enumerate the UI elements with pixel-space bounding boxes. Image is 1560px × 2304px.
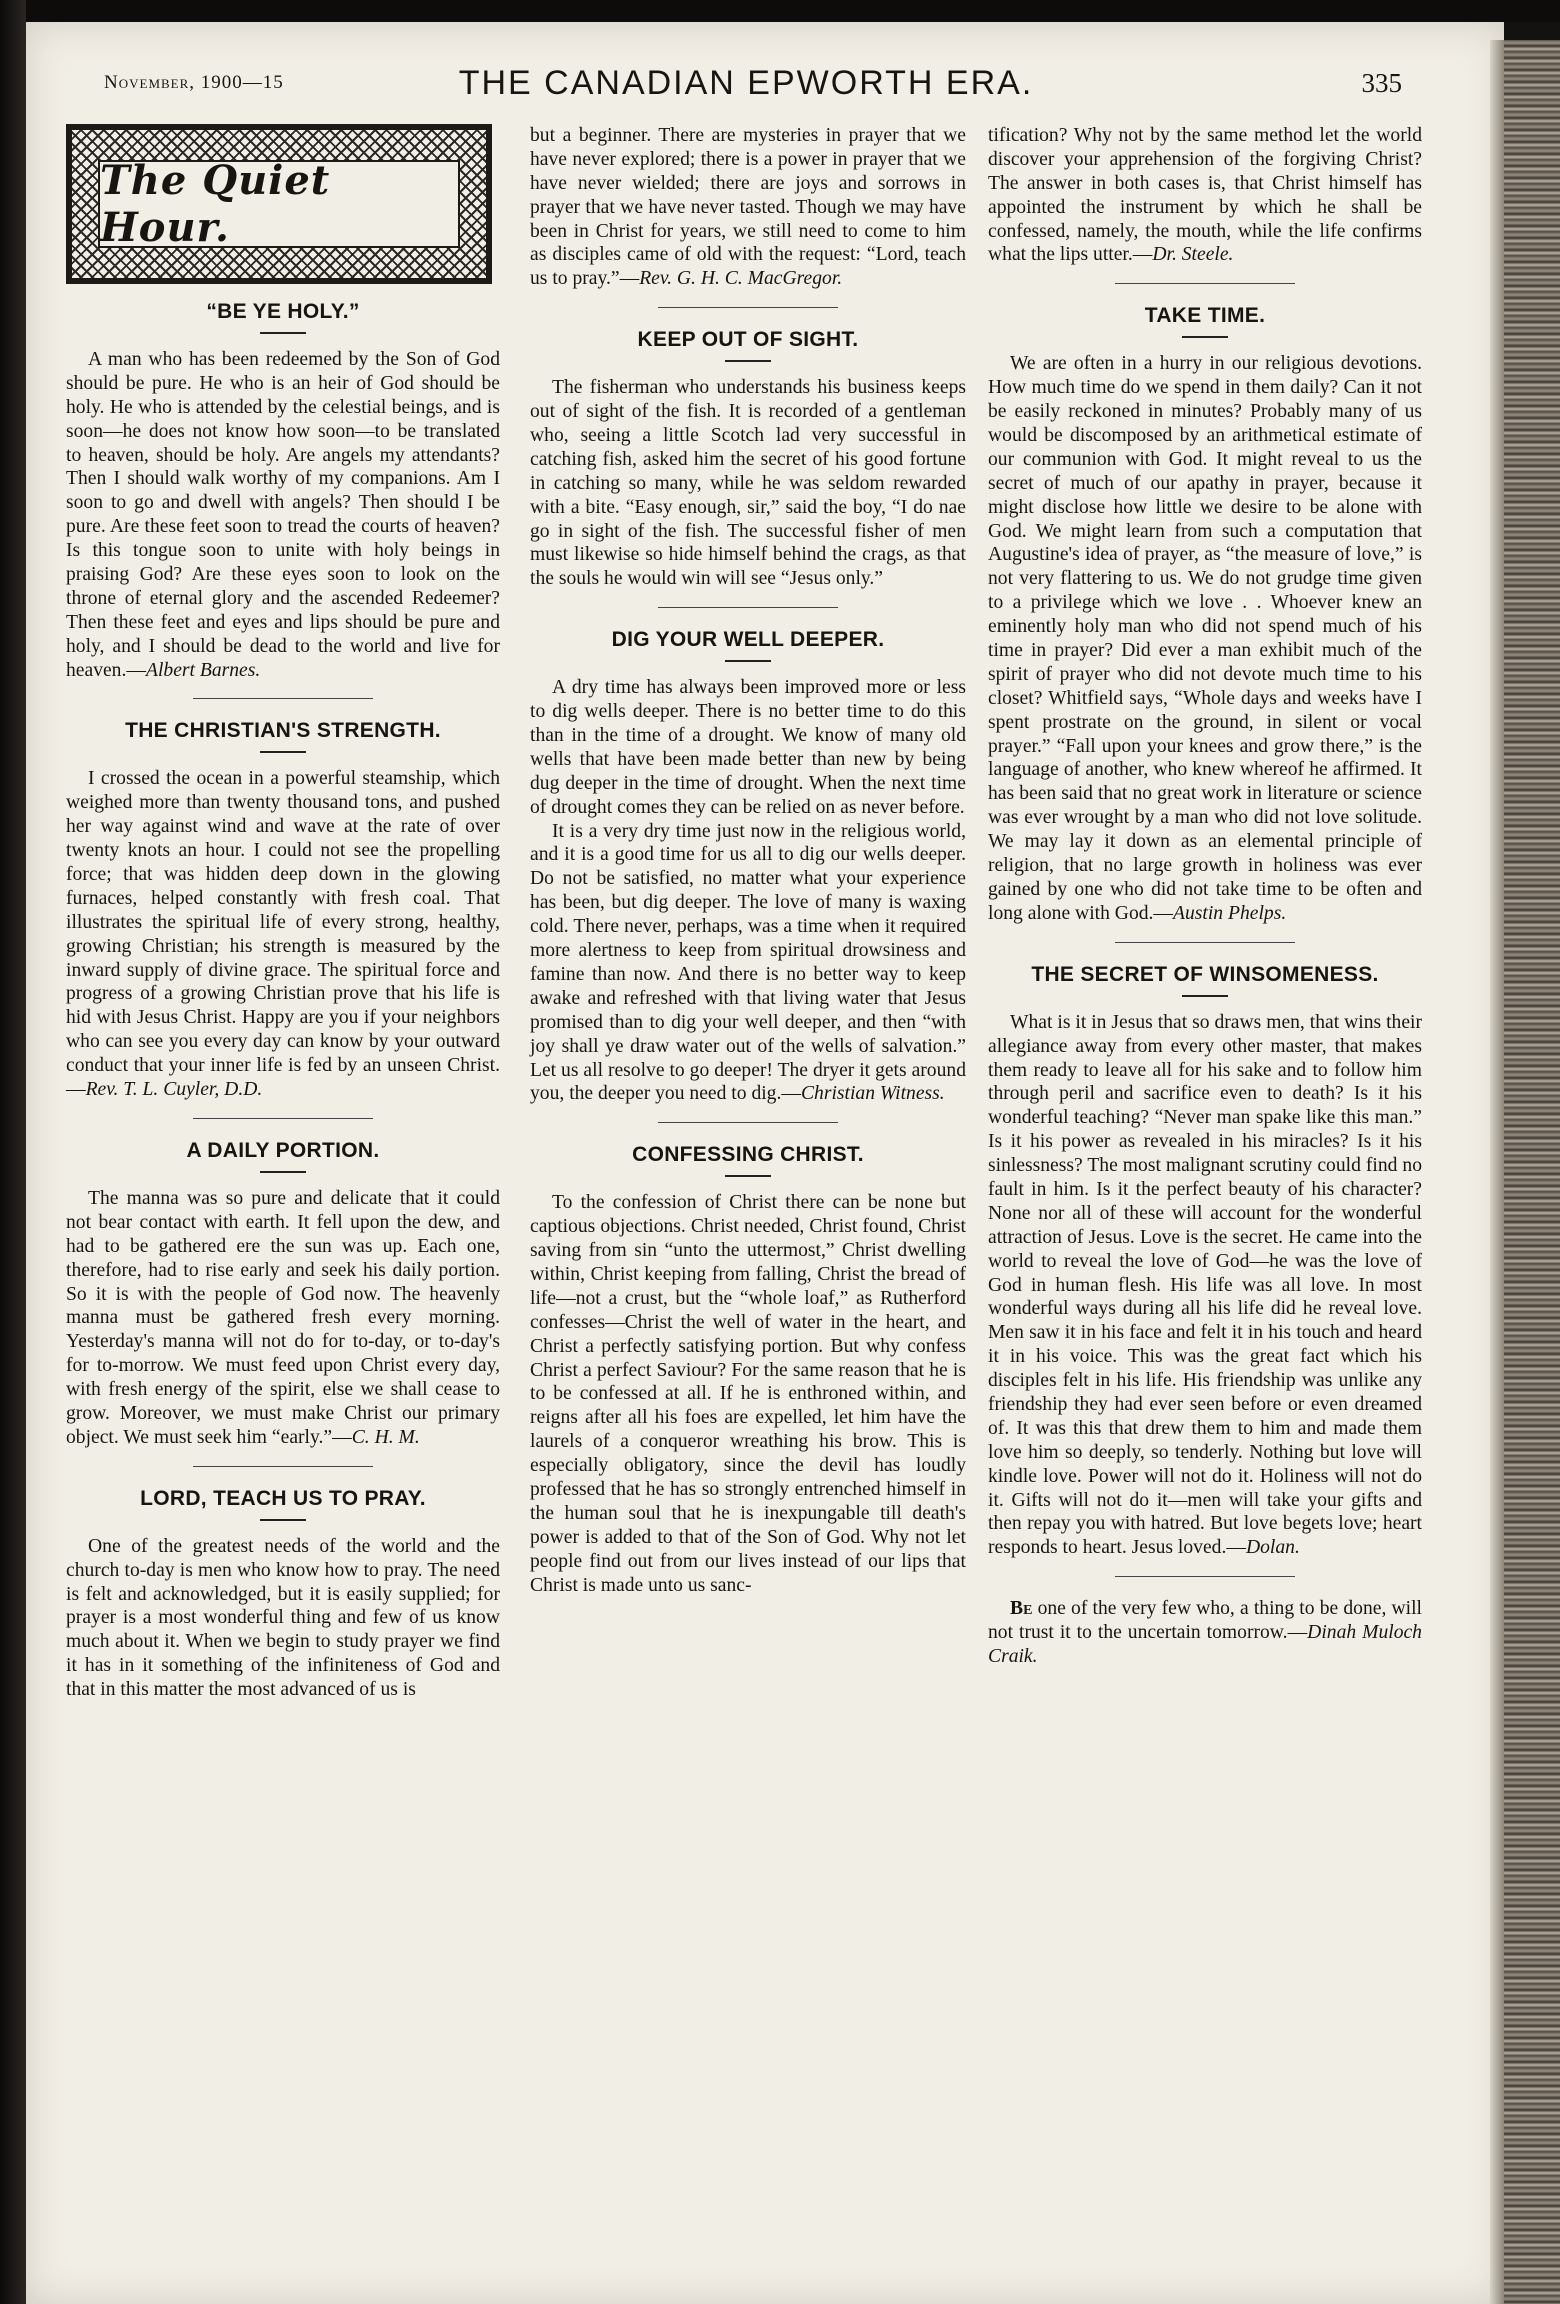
section-divider bbox=[658, 1122, 838, 1123]
title-rule bbox=[1182, 995, 1228, 997]
section-divider bbox=[193, 1466, 373, 1467]
section-divider bbox=[193, 698, 373, 699]
article-title-winsomeness: THE SECRET OF WINSOMENESS. bbox=[1031, 962, 1379, 986]
article-title-dig-well-deeper: DIG YOUR WELL DEEPER. bbox=[611, 628, 885, 652]
author: Rev. G. H. C. MacGregor. bbox=[639, 268, 843, 290]
section-divider bbox=[1115, 1576, 1295, 1577]
page-number: 335 bbox=[1361, 68, 1402, 98]
author: Dinah Muloch Craik. bbox=[988, 1622, 1422, 1667]
article-title-be-ye-holy: “BE YE HOLY.” bbox=[206, 300, 360, 323]
section-divider bbox=[1115, 942, 1295, 943]
title-rule bbox=[1182, 336, 1228, 338]
title-rule bbox=[725, 660, 771, 662]
article-body-daily-portion: The manna was so pure and delicate that it could not bear contact with earth. It fell upon the dew, and had to be gathered ere the sun was up. Each one, therefore, had to rise early and seek his daily portion. So it is with the people of God now. The heavenly manna must be gathered fresh every morning. Yesterday's manna will not do for to-day, or to-day's for to-morrow. We must feed upon Christ every day, with fresh energy of the spirit, else we shall cease to grow. Moreover, we must make Christ our primary object. We must seek him “early.”—C. H. M. bbox=[66, 1187, 500, 1448]
article-body-teach-us-to-pray: One of the greatest needs of the world and the church to-day is men who know how to pray. The need is felt and acknowledged, but it is easily supplied; for prayer is a most wonderful thing and few of us know much about it. When we begin to study prayer we find it has in it something of the infiniteness of God and that in this matter the most advanced of us is bbox=[66, 1535, 500, 1701]
article-body-be-ye-holy: A man who has been redeemed by the Son of God should be pure. He who is an heir of God should be holy. He who is attended by the celestial beings, and is soon—he does not know how soon—to be translated to heaven, should be holy. Are angels my attendants? Then I should walk worthy of my companions. Am I soon to go and dwell with angels? Then should I be pure. Are these feet soon to tread the courts of heaven? Is this tongue soon to unite with holy beings in praising God? Are these eyes soon to look on the throne of eternal glory and the ascended Redeemer? Then these feet and eyes and lips should be pure and holy, and I should be dead to the world and live for heaven.—Albert Barnes. bbox=[66, 349, 500, 681]
article-title-christians-strength: THE CHRISTIAN'S STRENGTH. bbox=[125, 719, 441, 743]
column-3 bbox=[988, 124, 1422, 1669]
quiet-hour-banner bbox=[66, 124, 492, 284]
author: Dr. Steele. bbox=[1152, 244, 1234, 266]
author: C. H. M. bbox=[351, 1426, 420, 1448]
column-1 bbox=[66, 124, 500, 1702]
article-title-take-time: TAKE TIME. bbox=[1144, 304, 1266, 328]
article-body-confessing-christ: To the confession of Christ there can be none but captious objections. Christ needed, Christ found, Christ saving from sin “unto the uttermost,” Christ dwelling within, Christ keeping from falling, Christ the bread of life—not a crust, but the “whole loaf,” as Rutherford confesses—Christ the well of water in the heart, and Christ a perfectly satisfying portion. But why confess Christ a perfect Saviour? For the same reason that he is to be confessed at all. If he is enthroned within, and reigns after all his foes are expelled, let him have the laurels of a conqueror wreathing his brow. This is especially obligatory, since the devil has loudly professed that he has so strongly entrenched himself in the human soul that he is inexpungable till death's power is added to that of the Son of God. Why not let people find out from our lives instead of our lips that Christ is made unto us sanc- bbox=[530, 1192, 966, 1596]
article-body-dig-well-deeper-2: It is a very dry time just now in the religious world, and it is a good time for us all to dig our wells deeper. Do not be satisfied, no matter what your experience has been, but dig deeper. The love of many is waxing cold. There never, perhaps, was a time when it required more alertness to keep from spiritual drowsiness and famine than now. And there is no better way to keep awake and refreshed with that living water that Jesus promised than to dig your well deeper, and then “with joy shall ye draw water out of the wells of salvation.” Let us all resolve to go deeper! The dryer it gets around you, the deeper you need to dig.—Christian Witness. bbox=[530, 820, 966, 1105]
title-rule bbox=[260, 751, 306, 753]
article-title-confessing-christ: CONFESSING CHRIST. bbox=[632, 1143, 864, 1167]
issue-date: November, 1900—15 bbox=[104, 72, 284, 93]
author: Dolan. bbox=[1245, 1537, 1300, 1559]
article-title-daily-portion: A DAILY PORTION. bbox=[186, 1138, 380, 1162]
book-binding bbox=[1504, 40, 1560, 2304]
quiet-hour-frame bbox=[98, 157, 460, 251]
closing-lead-word: Be bbox=[1010, 1598, 1033, 1620]
article-title-keep-out-of-sight: KEEP OUT OF SIGHT. bbox=[637, 328, 859, 352]
title-rule bbox=[725, 1175, 771, 1177]
article-body-christians-strength: I crossed the ocean in a powerful steamship, which weighed more than twenty thousand tons, and pushed her way against wind and wave at the rate of over twenty knots an hour. I could not see the propelling force; that was hidden deep down in the glowing furnaces, helped constantly with fresh coal. That illustrates the spiritual life of every strong, healthy, growing Christian; his strength is measured by the inward supply of divine grace. The spiritual force and progress of a growing Christian prove that his life is hid with Jesus Christ. Happy are you if your neighbors who can see you every day can know by your outward conduct that your inner life is fed by an unseen Christ.—Rev. T. L. Cuyler, D.D. bbox=[66, 768, 500, 1101]
article-continuation-confessing-christ: tification? Why not by the same method let the world discover your apprehension of the forgiving Christ? The answer in both cases is, that Christ himself has appointed the instrument by which he shall be confessed, namely, the mouth, while the life confirms what the lips utter.—Dr. Steele. bbox=[988, 125, 1422, 266]
article-body-dig-well-deeper-1: A dry time has always been improved more or less to dig wells deeper. There is no better time to do this than in the time of a drought. We know of many old wells that have been made better than new by being dug deeper in the time of drought. When the next time of drought comes they can be relied on as never before. bbox=[530, 677, 966, 818]
author: Rev. T. L. Cuyler, D.D. bbox=[85, 1079, 263, 1101]
title-rule bbox=[725, 360, 771, 362]
scan-top-edge bbox=[0, 0, 1560, 22]
title-rule bbox=[260, 1519, 306, 1521]
author: Albert Barnes. bbox=[145, 659, 261, 681]
article-body-take-time: We are often in a hurry in our religious devotions. How much time do we spend in them daily? Can it not be easily reckoned in minutes? Probably many of us would be discomposed by an arithmetical estimate of our communion with God. It might reveal to us the secret of much of our apathy in prayer, because it might disclose how little we desire to be alone with God. We might learn from such a computation that Augustine's idea of prayer, as “the measure of love,” is not very flattering to us. We do not grudge time given to a privilege which we love . . Whoever knew an eminently holy man who did not spend much of his time in prayer? Did ever a man exhibit much of the spirit of prayer who did not devote much time to his closet? Whitfield says, “Whole days and weeks have I spent prostrate on the ground, in silent or vocal prayer.” “Fall upon your knees and grow there,” is the language of another, who knew whereof he affirmed. It has been said that no great work in literature or science was ever wrought by a man who did not love solitude. We may lay it down as an elemental principle of religion, that no large growth in holiness was ever gained by one who did not take time to be often and long alone with God.—Austin Phelps. bbox=[988, 353, 1422, 924]
scan-left-edge bbox=[0, 0, 26, 2304]
article-body-keep-out-of-sight: The fisherman who understands his business keeps out of sight of the fish. It is recorded of a gentleman who, seeing a little Scotch lad very successful in catching fish, asked him the secret of his good fortune in catching so many, while he was seldom rewarded with a bite. “Easy enough, sir,” said the boy, “I do nae go in sight of the fish. The successful fisher of men must likewise so hide himself behind the crags, as that the souls he would win will see “Jesus only.” bbox=[530, 377, 966, 590]
article-continuation-teach-us-to-pray: but a beginner. There are mysteries in prayer that we have never explored; there is a power in prayer that we have never wielded; there are joys and sorrows in prayer that we have never tasted. Though we may have been in Christ for years, we still need to come to him as disciples came of old with the request: “Lord, teach us to pray.”—Rev. G. H. C. MacGregor. bbox=[530, 125, 966, 290]
section-divider bbox=[193, 1118, 373, 1119]
column-2 bbox=[530, 124, 966, 1597]
section-divider bbox=[658, 607, 838, 608]
title-rule bbox=[260, 1171, 306, 1173]
publication-title: THE CANADIAN EPWORTH ERA. bbox=[458, 64, 1034, 102]
article-title-teach-us-to-pray: LORD, TEACH US TO PRAY. bbox=[140, 1486, 426, 1510]
article-body-winsomeness: What is it in Jesus that so draws men, that wins their allegiance away from every other master, that makes them ready to leave all for his sake and to follow him through peril and sacrifice even to death? Is it his wonderful teaching? “Never man spake like this man.” Is it his power as revealed in his miracles? Is it his sinlessness? The most malignant scrutiny could find no fault in him. Is it the perfect beauty of his character? None nor all of these will account for the wonderful attraction of Jesus. Love is the secret. He came into the world to reveal the love of God—he was the love of God in human flesh. His life was all love. In most wonderful ways during all his life did he reveal love. Men saw it in his face and felt it in his touch and heard it in his voice. This was the great fact which his disciples felt in his life. His friendship was unlike any friendship they had ever seen before or even dreamed of. It was this that drew them to him and made them love him so deeply, so tenderly. Nothing but love will kindle love. Power will not do it. Holiness will not do it. Gifts will not do it—men will take your gifts and then repay you with hatred. But love begets love; heart responds to heart. Jesus loved.—Dolan. bbox=[988, 1011, 1422, 1559]
author: Christian Witness. bbox=[800, 1083, 945, 1105]
section-divider bbox=[658, 307, 838, 308]
quiet-hour-title: The Quiet Hour. bbox=[100, 157, 331, 251]
page-edge bbox=[1490, 40, 1504, 2304]
closing-quote: Be one of the very few who, a thing to be done, will not trust it to the uncertain tomorrow.—Dinah Muloch Craik. bbox=[988, 1598, 1422, 1667]
page-header bbox=[76, 60, 1416, 120]
section-divider bbox=[1115, 283, 1295, 284]
author: Austin Phelps. bbox=[1173, 902, 1287, 924]
title-rule bbox=[260, 332, 306, 334]
